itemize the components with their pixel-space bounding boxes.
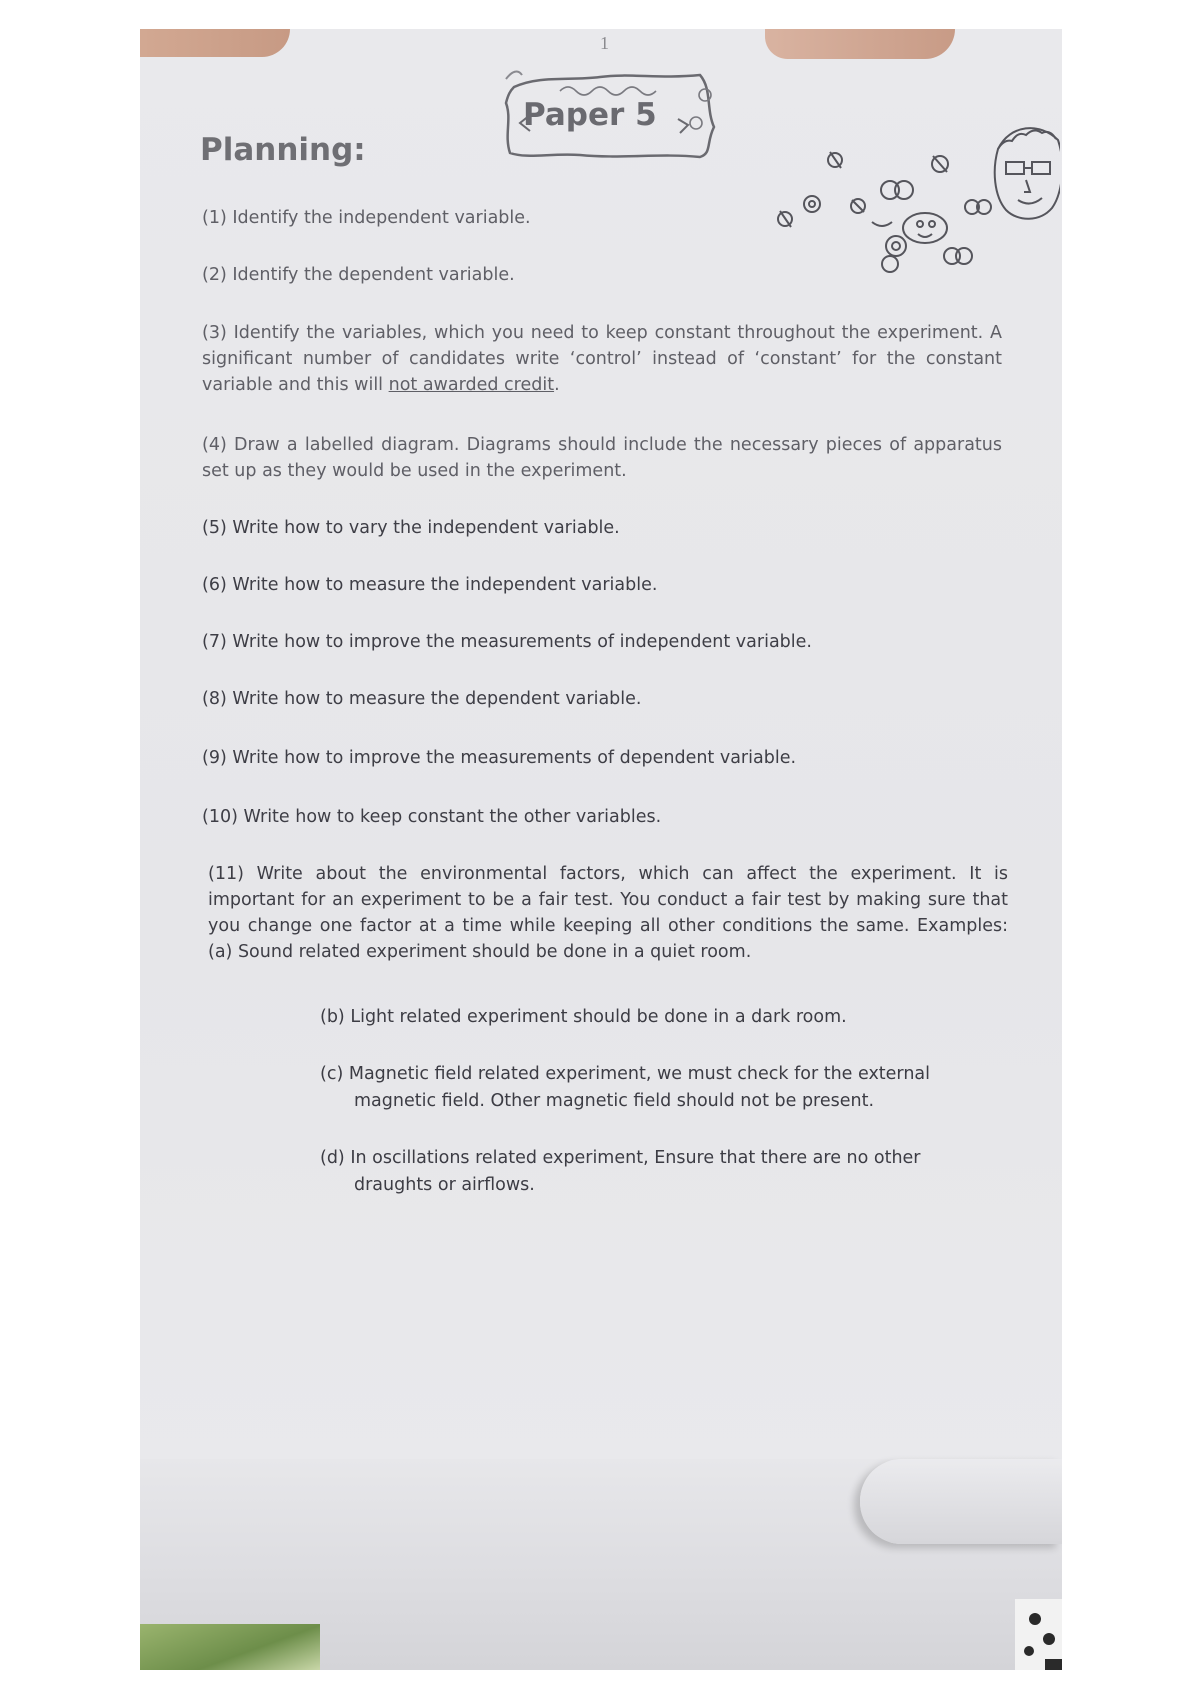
- page-heading: Planning:: [200, 132, 366, 168]
- list-item-10: (10) Write how to keep constant the other variables.: [202, 807, 662, 827]
- page-number: 1: [600, 33, 609, 53]
- finger-right: [765, 29, 955, 59]
- list-item-2: (2) Identify the dependent variable.: [202, 265, 515, 285]
- list-item-1: (1) Identify the independent variable.: [202, 208, 531, 228]
- finger-left: [140, 29, 290, 57]
- rolled-paper-edge: [860, 1459, 1062, 1544]
- list-item-11: (11) Write about the environmental factors, which can affect the experiment. It is important for an experiment to be a fair test. You conduct a fair test by making sure that you change one factor at a time while keeping all other conditions the same. Examples: (a) Sound related experiment should be done in a quiet room.: [208, 864, 1008, 962]
- list-item-4: (4) Draw a labelled diagram. Diagrams should include the necessary pieces of apparatus set up as they would be used in the experiment.: [202, 435, 1002, 481]
- list-item-8: (8) Write how to measure the dependent variable.: [202, 689, 642, 709]
- underlined-note: not awarded credit: [388, 375, 555, 395]
- example-c-continuation: magnetic field. Other magnetic field should not be present.: [354, 1091, 875, 1111]
- example-d-text: (d) In oscillations related experiment, Ensure that there are no other: [320, 1148, 921, 1168]
- example-b-text: (b) Light related experiment should be done in a dark room.: [320, 1007, 847, 1027]
- list-item-3-text: (3) Identify the variables, which you need to keep constant throughout the experiment. A significant number of candidates write ‘control’ instead of ‘constant’ for the constant variable and this will: [202, 323, 1002, 395]
- background-plant: [140, 1624, 320, 1670]
- document-photo: [140, 29, 1062, 1670]
- list-item-6: (6) Write how to measure the independent variable.: [202, 575, 658, 595]
- example-c-text: (c) Magnetic field related experiment, we must check for the external: [320, 1064, 930, 1084]
- example-d: [320, 1145, 1000, 1199]
- example-d-continuation: draughts or airflows.: [354, 1175, 535, 1195]
- list-item-9: (9) Write how to improve the measurements of dependent variable.: [202, 748, 797, 768]
- list-item-3: [202, 320, 1002, 398]
- paper-banner-title: Paper 5: [523, 97, 657, 133]
- list-item-3-end: .: [554, 375, 560, 395]
- example-c: [320, 1061, 1000, 1115]
- background-object: [1015, 1599, 1062, 1670]
- list-item-5: (5) Write how to vary the independent variable.: [202, 518, 620, 538]
- example-b: [320, 1004, 1000, 1031]
- list-item-7: (7) Write how to improve the measurements of independent variable.: [202, 632, 812, 652]
